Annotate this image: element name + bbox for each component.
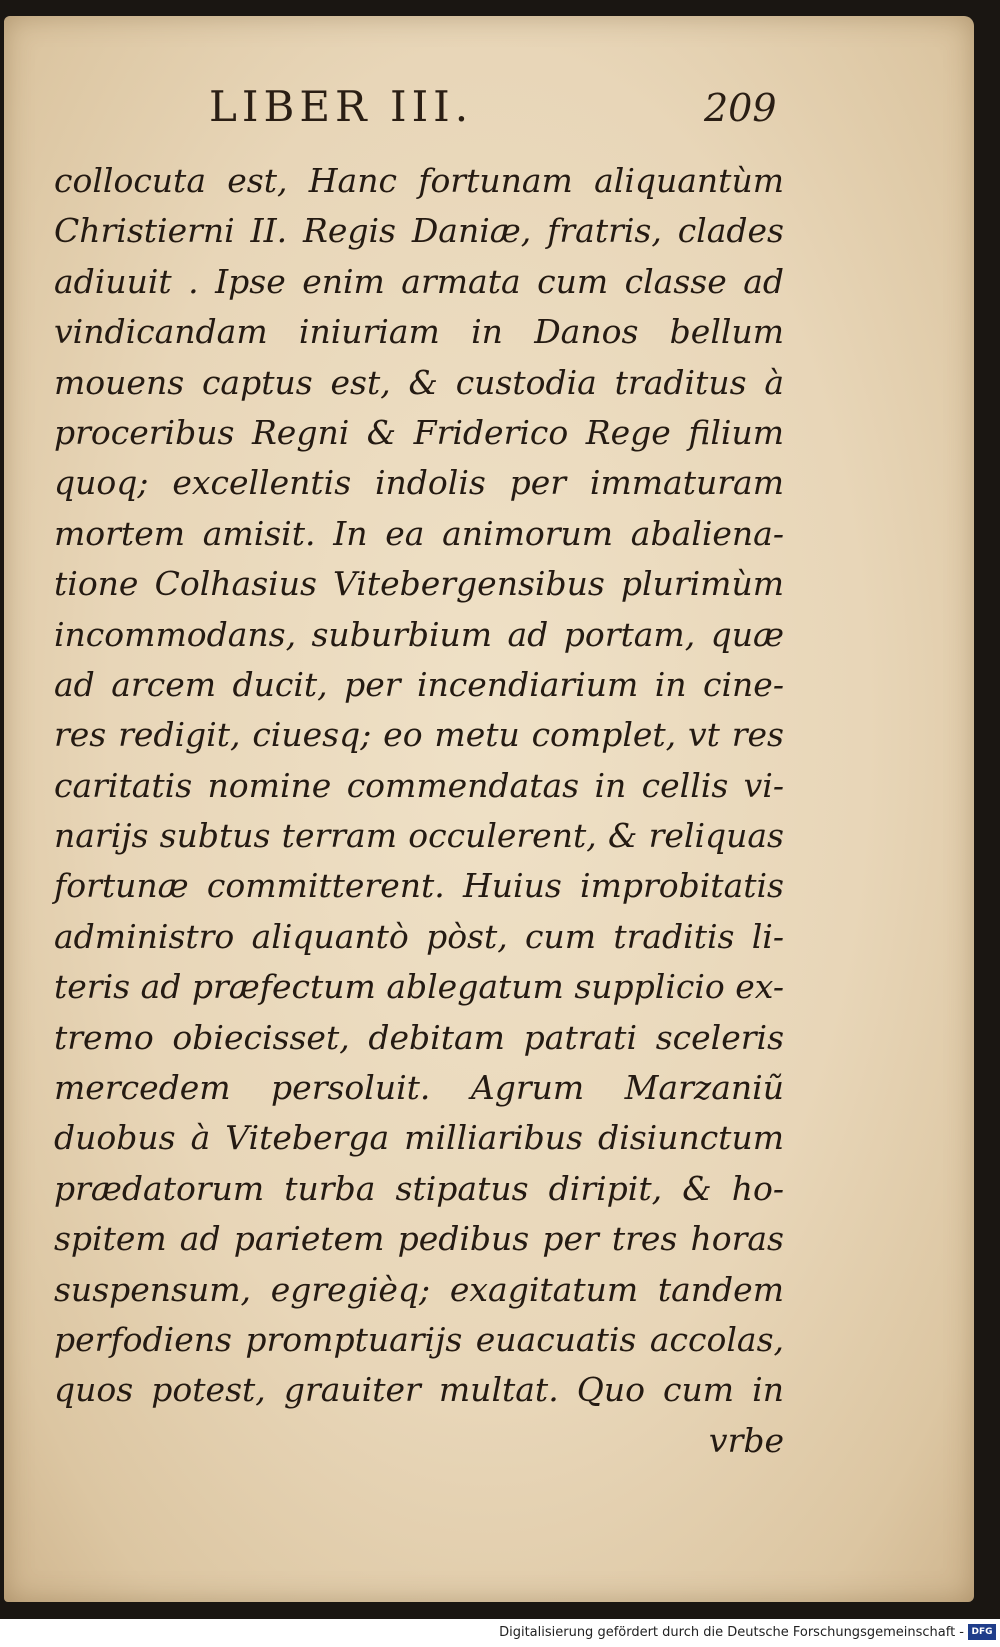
text-line: incommodans, suburbium ad portam, quæ [54,614,784,654]
text-line: spitem ad parietem pedibus per tres horas [54,1219,784,1259]
dfg-logo: DFG [968,1624,996,1640]
body-text [54,156,784,1466]
text-line: narijs subtus terram occulerent, & reliquas [54,816,784,856]
text-line: caritatis nomine commendatas in cellis vi- [54,765,784,805]
text-line: duobus à Viteberga milliaribus disiunctum [54,1118,784,1158]
text-line: administro aliquantò pòst, cum traditis li- [54,916,784,956]
page-number: 209 [704,86,777,130]
funding-note: Digitalisierung gefördert durch die Deutsche Forschungsgemeinschaft - [499,1625,964,1640]
page-header [4,76,974,136]
text-line: ad arcem ducit, per incendiarium in cine- [54,664,784,704]
funding-footer [0,1619,1000,1647]
text-line: mortem amisit. In ea animorum abaliena- [54,513,784,553]
catchword: vrbe [708,1420,784,1460]
text-line: suspensum, egregièq; exagitatum tandem [54,1269,784,1309]
text-line: adiuuit . Ipse enim armata cum classe ad [54,261,784,301]
text-line: fortunæ committerent. Huius improbitatis [54,866,784,906]
text-line: mouens captus est, & custodia traditus à [54,362,784,402]
text-line: quos potest, grauiter multat. Quo cum in [54,1370,784,1410]
text-line: tremo obiecisset, debitam patrati sceleris [54,1017,784,1057]
text-line: vindicandam iniuriam in Danos bellum [54,312,784,352]
text-line: res redigit, ciuesq; eo metu complet, vt res [54,715,784,755]
running-head: LIBER III. [209,82,474,131]
text-line: prædatorum turba stipatus diripit, & ho- [54,1168,784,1208]
text-line: proceribus Regni & Friderico Rege filium [54,412,784,452]
text-line: quoq; excellentis indolis per immaturam [54,463,784,503]
text-line: tione Colhasius Vitebergensibus plurimùm [54,564,784,604]
text-line: perfodiens promptuarijs euacuatis accolas, [54,1319,784,1359]
text-line: mercedem persoluit. Agrum Marzaniũ [54,1068,784,1108]
text-line: collocuta est, Hanc fortunam aliquantùm [54,161,784,200]
text-line: Christierni II. Regis Daniæ, fratris, clades [54,211,784,251]
book-page [4,16,974,1602]
text-line: teris ad præfectum ablegatum supplicio ex- [54,967,784,1007]
